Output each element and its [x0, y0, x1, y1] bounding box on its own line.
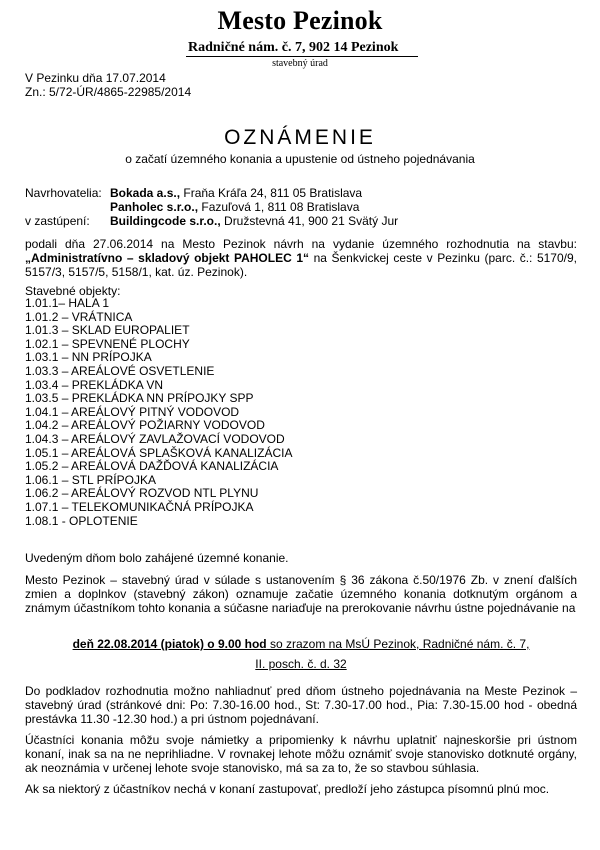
- hearing-date-bold: deň 22.08.2014 (piatok) o 9.00 hod: [72, 637, 267, 651]
- hearing-date: [25, 637, 577, 651]
- list-item: 1.03.1 – NN PRÍPOJKA: [25, 350, 152, 365]
- list-item: 1.01.1– HALA 1: [25, 296, 110, 310]
- list-item: 1.05.1 – AREÁLOVÁ SPLAŠKOVÁ KANALIZÁCIA: [25, 445, 293, 460]
- applicant-name: Panholec s.r.o.,: [110, 200, 199, 214]
- document-title: OZNÁMENIE: [224, 126, 376, 149]
- list-item: 1.07.1 – TELEKOMUNIKAČNÁ PRÍPOJKA: [25, 499, 254, 514]
- applicant-2: [110, 200, 359, 214]
- list-item: 1.02.1 – SPEVNENÉ PLOCHY: [25, 336, 190, 351]
- applicant-address: Fazuľová 1, 811 08 Bratislava: [198, 200, 360, 214]
- list-item: 1.03.5 – PREKLÁDKA NN PRÍPOJKY SPP: [25, 391, 254, 406]
- list-item: 1.06.2 – AREÁLOVÝ ROZVOD NTL PLYNU: [25, 486, 259, 501]
- list-item: 1.03.4 – PREKLÁDKA VN: [25, 377, 164, 392]
- document-subtitle: o začatí územného konania a upustenie od ústneho pojednávania: [125, 152, 475, 166]
- proposal-paragraph: [25, 237, 577, 279]
- hearing-room: II. posch. č. d. 32: [255, 657, 347, 671]
- representative-label: v zastúpení:: [25, 214, 90, 228]
- proposal-text-1: podali dňa 27.06.2014 na Mesto Pezinok návrh na vydanie územného rozhodnutia na stavbu:: [25, 237, 577, 251]
- list-item: 1.06.1 – STL PRÍPOJKA: [25, 472, 156, 487]
- list-item: 1.01.3 – SKLAD EUROPALIET: [25, 323, 190, 338]
- list-item: 1.08.1 - OPLOTENIE: [25, 513, 138, 528]
- header-divider: [186, 56, 418, 57]
- list-item: 1.01.2 – VRÁTNICA: [25, 309, 133, 324]
- list-item: 1.05.2 – AREÁLOVÁ DAŽĎOVÁ KANALIZÁCIA: [25, 459, 279, 474]
- representative: [110, 214, 398, 228]
- applicants-label: Navrhovatelia:: [25, 186, 102, 200]
- representative-address: Družstevná 41, 900 21 Svätý Jur: [220, 214, 399, 228]
- proposal-text-2: na Šenkvickej ceste v Pezinku (parc. č.: 5170/9, 5157/3, 5157/5, 5158/1, kat. úz. Pezinok).: [25, 251, 577, 279]
- place-date: V Pezinku dňa 17.07.2014: [25, 71, 166, 85]
- list-item: 1.03.3 – AREÁLOVÉ OSVETLENIE: [25, 363, 215, 378]
- reference-number: Zn.: 5/72-ÚR/4865-22985/2014: [25, 85, 192, 99]
- list-item: 1.04.2 – AREÁLOVÝ POŽIARNY VODOVOD: [25, 418, 265, 433]
- representative-name: Buildingcode s.r.o.,: [110, 214, 221, 228]
- project-name: „Administratívno – skladový objekt PAHOLEC 1“: [25, 251, 309, 265]
- list-item: 1.04.1 – AREÁLOVÝ PITNÝ VODOVOD: [25, 404, 240, 419]
- header-address: Radničné nám. č. 7, 902 14 Pezinok: [188, 40, 399, 55]
- list-item: 1.04.3 – AREÁLOVÝ ZAVLAŽOVACÍ VODOVOD: [25, 431, 285, 446]
- header-office: stavebný úrad: [272, 58, 328, 69]
- proxy-paragraph: Ak sa niektorý z účastníkov nechá v konaní zastupovať, predloží jeho zástupca písomnú plnú moc.: [25, 782, 550, 796]
- applicant-address: Fraňa Kráľa 24, 811 05 Bratislava: [180, 186, 363, 200]
- started-statement: Uvedeným dňom bolo zahájené územné konanie.: [25, 551, 289, 565]
- documents-paragraph: Do podkladov rozhodnutia možno nahliadnuť pred dňom ústneho pojednávania na Meste Pezinok – stavebný úrad (stránkové dni: Po: 7.30-16.00 hod., St: 7.30-17.00 hod., Pia: 7.30-15.00 hod - obedná prestávka 11.30 -12.30 hod.) a pri ústnom pojednávaní.: [25, 684, 577, 726]
- applicant-1: [110, 186, 362, 200]
- objects-list: [25, 297, 425, 528]
- applicant-name: Bokada a.s.,: [110, 186, 181, 200]
- objects-heading: Stavebné objekty:: [25, 284, 121, 298]
- hearing-location: so zrazom na MsÚ Pezinok, Radničné nám. č. 7,: [266, 637, 530, 651]
- header-title: Mesto Pezinok: [217, 6, 383, 35]
- notice-paragraph: Mesto Pezinok – stavebný úrad v súlade s ustanovením § 36 zákona č.50/1976 Zb. v znení ďalších zmien a doplnkov (stavebný zákon) oznamuje začatie územného konania dotknutým orgánom a známym účastníkom tohto konania a súčasne nariaďuje na prerokovanie návrhu ústne pojednávanie na: [25, 573, 577, 615]
- objections-paragraph: Účastníci konania môžu svoje námietky a pripomienky k návrhu uplatniť najneskoršie pri ústnom konaní, inak sa na ne neprihliadne. V rovnakej lehote môžu oznámiť svoje stanovisko dotknuté orgány, ak neoznámia v určenej lehote svoje stanovisko, má sa za to, že so stavbou súhlasia.: [25, 733, 577, 775]
